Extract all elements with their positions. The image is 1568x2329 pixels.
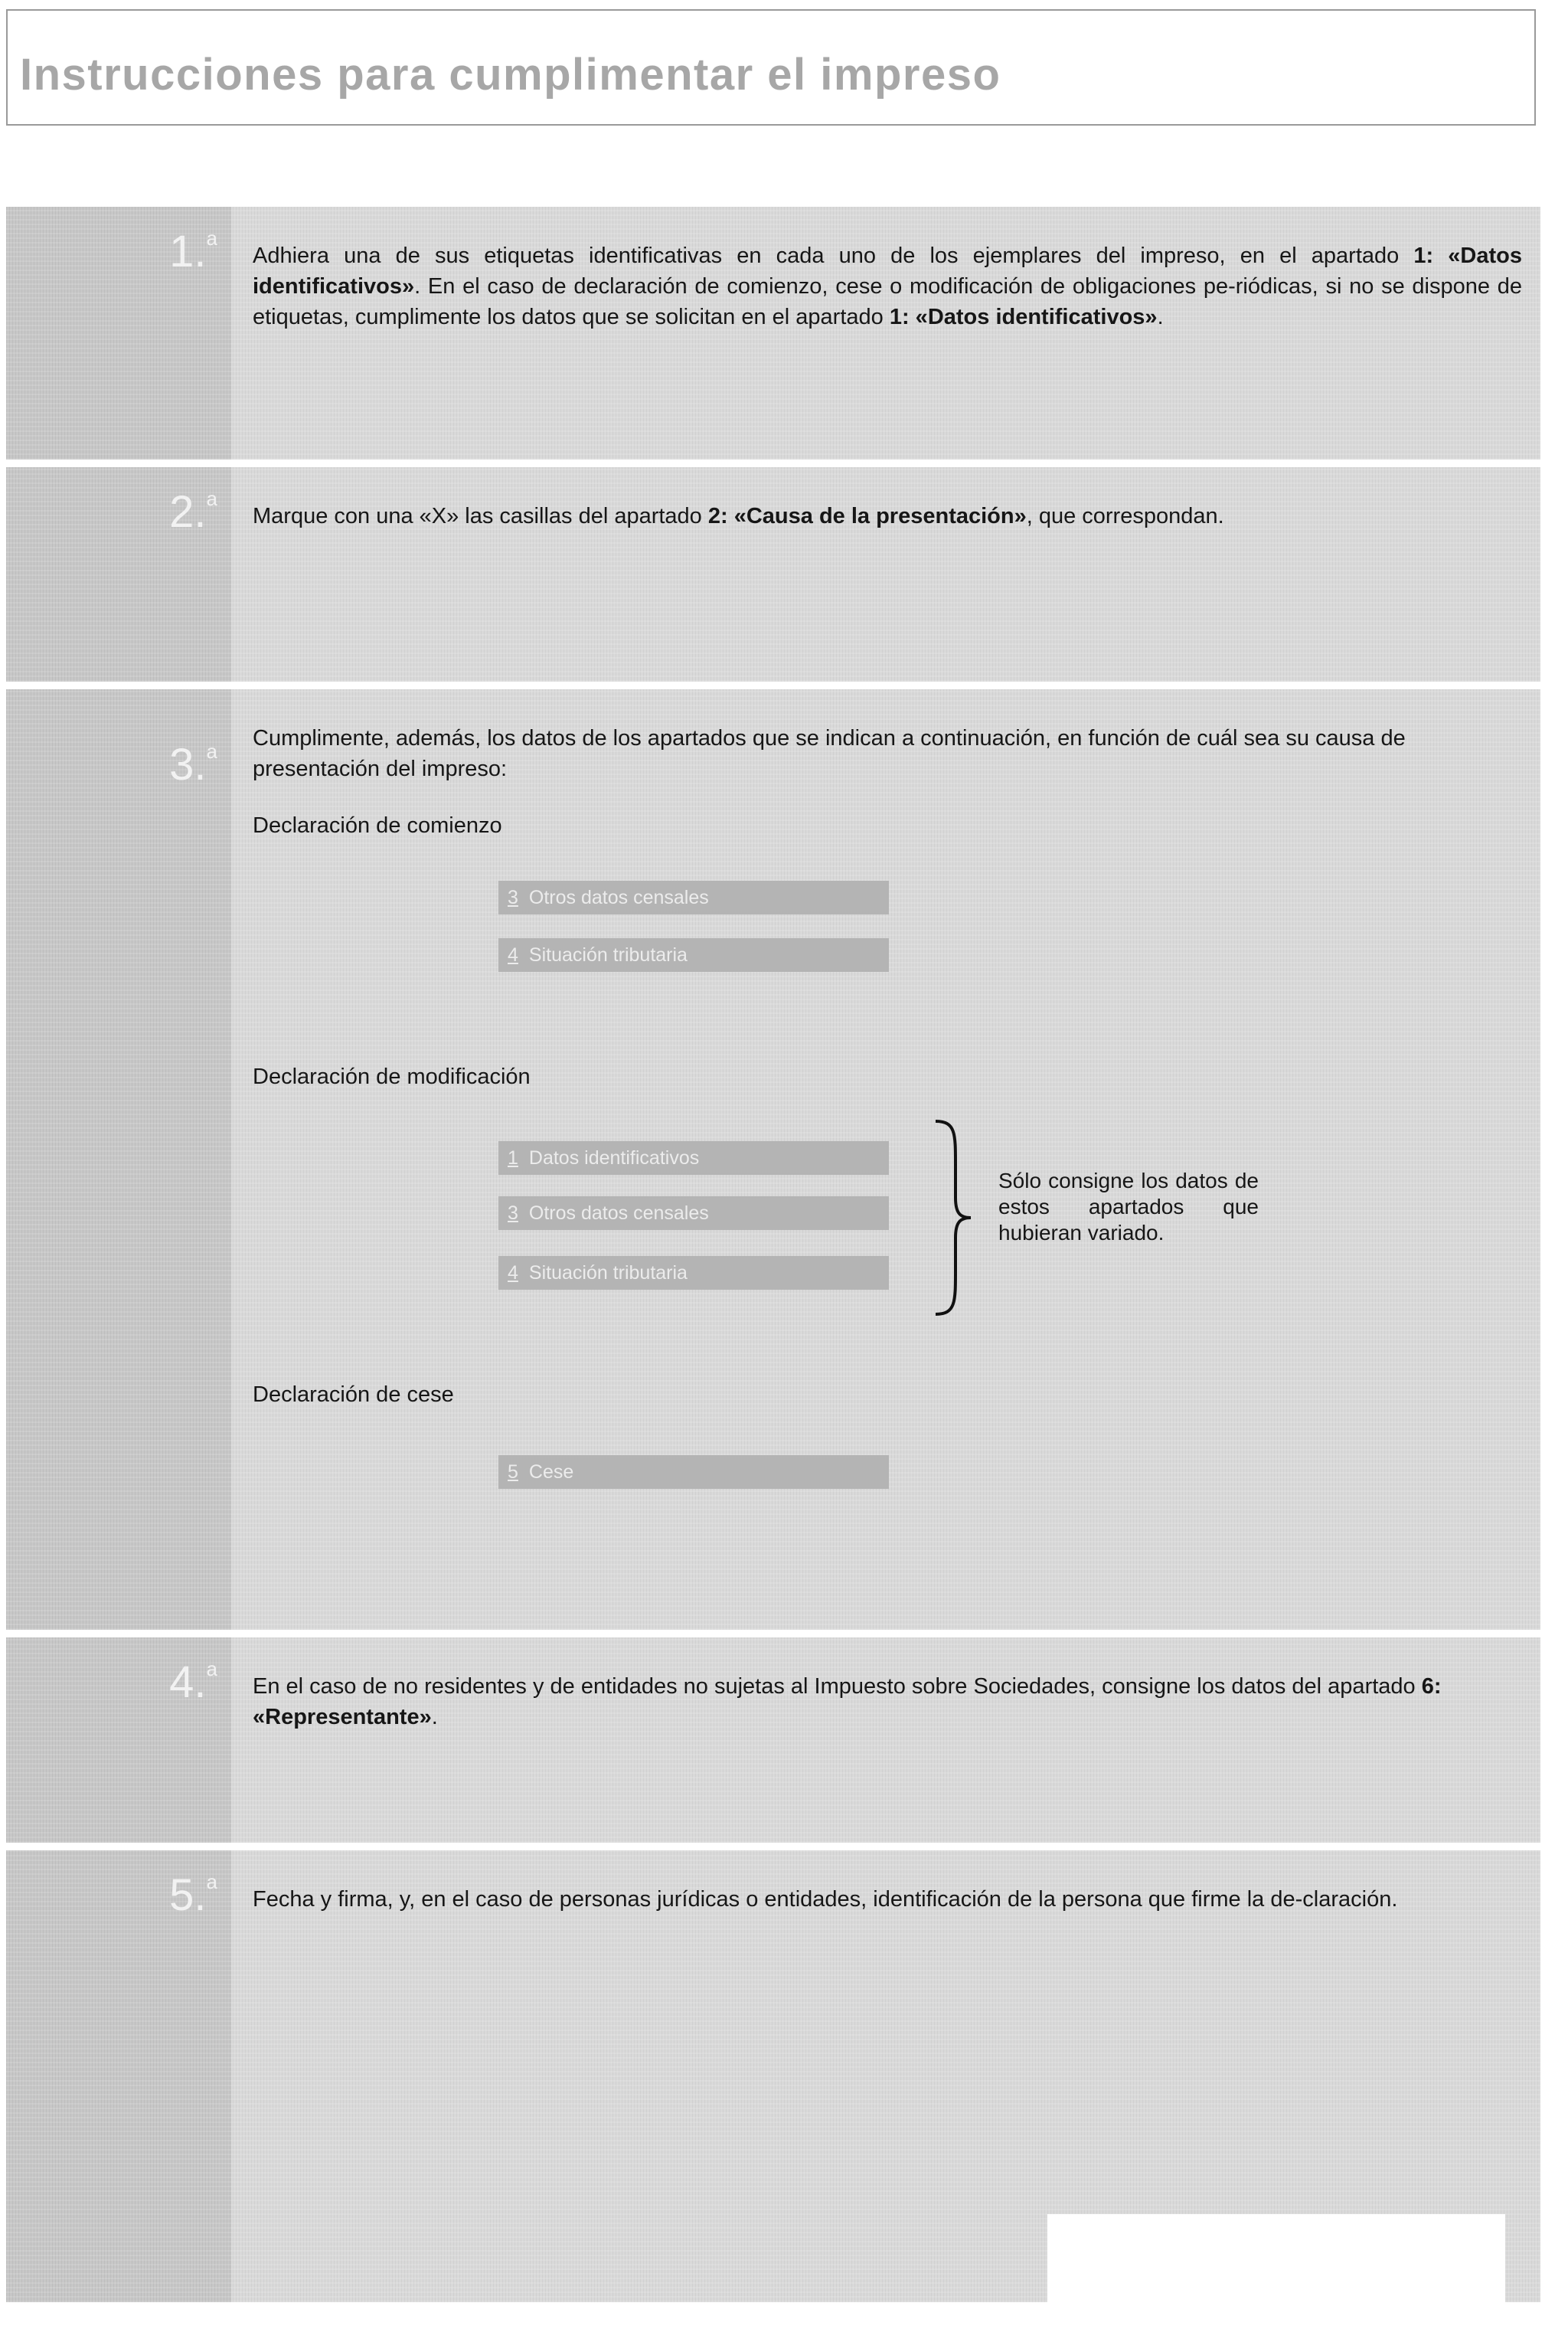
apartado-box: 3 Otros datos censales	[498, 1196, 889, 1230]
instruction-section-5	[6, 1850, 1540, 2302]
instruction-section-3	[6, 689, 1540, 1630]
section-number-column	[6, 1850, 231, 2302]
instruction-section-4	[6, 1637, 1540, 1843]
apartado-box: 4 Situación tributaria	[498, 1256, 889, 1290]
group-label-cese: Declaración de cese	[253, 1382, 454, 1407]
apartado-reference: 1: «Datos identificativos»	[253, 244, 1522, 299]
section-number: 2.$^a$	[169, 487, 217, 537]
section-number: 4.$^a$	[169, 1657, 217, 1707]
section-text: En el caso de no residentes y de entidades no sujetas al Impuesto sobre Sociedades, consigne los datos del apartado 6: «Representante».	[253, 1674, 1442, 1729]
instruction-section-1	[6, 207, 1540, 460]
section-intro: Cumplimente, además, los datos de los apartados que se indican a continuación, en función de cuál sea su causa de presentación del impreso:	[253, 726, 1406, 781]
section-text: Fecha y firma, y, en el caso de personas jurídicas o entidades, identificación de la persona que firme la de-claración.	[253, 1887, 1398, 1912]
section-number-column	[6, 467, 231, 682]
curly-brace-icon	[929, 1118, 975, 1317]
apartado-box: 4 Situación tributaria	[498, 938, 889, 972]
page-title: Instrucciones para cumplimentar el impreso	[20, 50, 1001, 100]
instruction-section-2	[6, 467, 1540, 682]
section-text: Marque con una «X» las casillas del apartado 2: «Causa de la presentación», que correspondan.	[253, 504, 1224, 528]
section-number-column	[6, 207, 231, 460]
apartado-box: 5 Cese	[498, 1455, 889, 1489]
brace-note: Sólo consigne los datos de estos apartados que hubieran variado.	[998, 1169, 1259, 1245]
section-number: 5.$^a$	[169, 1870, 217, 1920]
section-number: 3.$^a$	[169, 740, 217, 790]
apartado-box: 1 Datos identificativos	[498, 1141, 889, 1175]
section-number-column	[6, 689, 231, 1630]
section-text: Adhiera una de sus etiquetas identificativas en cada uno de los ejemplares del impreso, en el apartado 1: «Datos identificativos». En el caso de declaración de comienzo, cese o modificación de obligaciones pe-riódicas, si no se dispone de etiquetas, cumplimente los datos que se solicitan en el apartado 1: «Datos identificativos».	[253, 244, 1522, 329]
signature-box	[1047, 2214, 1505, 2329]
apartado-reference: 1: «Datos identificativos»	[889, 305, 1158, 329]
apartado-reference: 6: «Representante»	[253, 1674, 1442, 1729]
apartado-box: 3 Otros datos censales	[498, 881, 889, 914]
group-label-modificacion: Declaración de modificación	[253, 1065, 531, 1089]
group-label-comienzo: Declaración de comienzo	[253, 813, 502, 838]
title-box	[6, 9, 1536, 126]
apartado-reference: 2: «Causa de la presentación»	[707, 504, 1027, 528]
section-number-column	[6, 1637, 231, 1843]
section-number: 1.$^a$	[169, 227, 217, 276]
